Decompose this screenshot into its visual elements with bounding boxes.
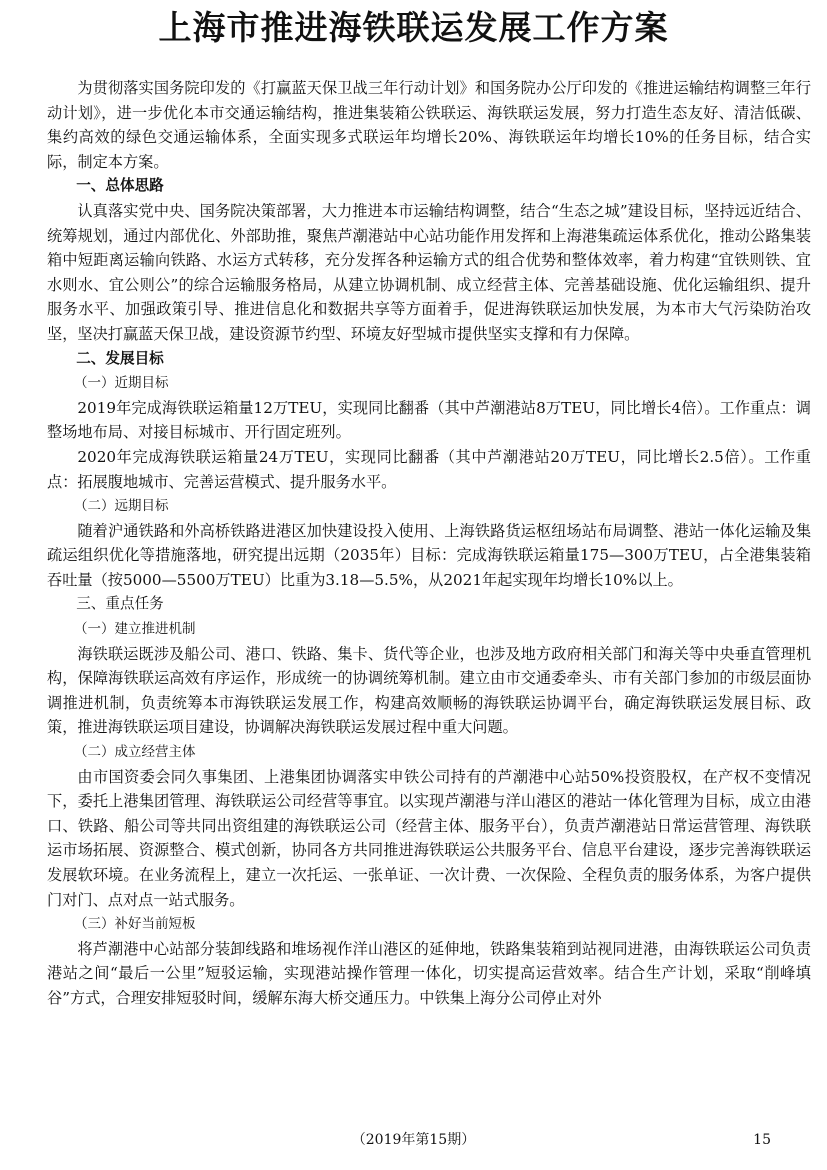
section-heading-goals: 二、发展目标 [76, 349, 164, 367]
issue-label: （2019年第15期） [351, 1132, 476, 1148]
page-footer [0, 1128, 827, 1152]
page-number: 15 [753, 1132, 771, 1148]
mechanism-paragraph: 海铁联运既涉及船公司、港口、铁路、集卡、货代等企业，也涉及地方政府相关部门和海关等中央垂直管理机构，保障海铁联运高效有序运作，形成统一的协调统筹机制。建立由市交通委牵头、市有关部门参加的市级层面协调推进机制，负责统筹本市海铁联运发展工作，构建高效顺畅的海铁联运协调平台，确定海铁联运发展目标、政策，推进海铁联运项目建设，协调解决海铁联运发展过程中重大问题。 [47, 644, 811, 737]
subheading-shortcomings: （三）补好当前短板 [74, 916, 196, 933]
subheading-long-term: （二）远期目标 [74, 498, 169, 515]
long-term-paragraph: 随着沪通铁路和外高桥铁路进港区加快建设投入使用、上海铁路货运枢纽场站布局调整、港站一体化运输及集疏运组织优化等措施落地，研究提出远期（2035年）目标：完成海铁联运箱量175—300万TEU，占全港集装箱吞吐量（按5000—5500万TEU）比重为3.18—5.5%，从2021年起实现年均增长10%以上。 [47, 521, 811, 589]
shortcomings-paragraph: 将芦潮港中心站部分装卸线路和堆场视作洋山港区的延伸地，铁路集装箱到站视同进港，由海铁联运公司负责港站之间“最后一公里”短驳运输，实现港站操作管理一体化，切实提高运营效率。结合生产计划，采取“削峰填谷”方式，合理安排短驳时间，缓解东海大桥交通压力。中铁集上海分公司停止对外 [47, 939, 811, 1007]
document-body [47, 76, 811, 1011]
document-title: 上海市推进海铁联运发展工作方案 [158, 8, 669, 47]
intro-paragraph: 为贯彻落实国务院印发的《打赢蓝天保卫战三年行动计划》和国务院办公厅印发的《推进运输结构调整三年行动计划》，进一步优化本市交通运输结构，推进集装箱公铁联运、海铁联运发展，努力打造生态友好、清洁低碳、集约高效的绿色交通运输体系，全面实现多式联运年均增长20%、海铁联运年均增长10%的任务目标，结合实际，制定本方案。 [47, 79, 811, 171]
goal-2019-paragraph: 2019年完成海铁联运箱量12万TEU，实现同比翻番（其中芦潮港站8万TEU，同比增长4倍）。工作重点：调整场地布局、对接目标城市、开行固定班列。 [47, 398, 811, 442]
operator-paragraph: 由市国资委会同久事集团、上港集团协调落实申铁公司持有的芦潮港中心站50%投资股权，在产权不变情况下，委托上港集团管理、海铁联运公司经营等事宜。以实现芦潮港与洋山港区的港站一体化管理为目标，成立由港口、铁路、船公司等共同出资组建的海铁联运公司（经营主体、服务平台），负责芦潮港站日常运营管理、海铁联运市场拓展、资源整合、模式创新，协同各方共同推进海铁联运公共服务平台、信息平台建设，逐步完善海铁联运发展软环境。在业务流程上，建立一次托运、一张单证、一次计费、一次保险、全程负责的服务体系，为客户提供门对门、点对点一站式服务。 [47, 767, 811, 909]
subheading-mechanism: （一）建立推进机制 [74, 621, 196, 638]
overall-paragraph: 认真落实党中央、国务院决策部署，大力推进本市运输结构调整，结合“生态之城”建设目标，坚持远近结合、统筹规划，通过内部优化、外部助推，聚焦芦潮港站中心站功能作用发挥和上海港集疏运体系优化，推动公路集装箱中短距离运输向铁路、水运方式转移，充分发挥各种运输方式的组合优势和整体效率，着力构建“宜铁则铁、宜水则水、宜公则公”的综合运输服务格局，从建立协调机制、成立经营主体、完善基础设施、优化运输组织、提升服务水平、加强政策引导、推进信息化和数据共享等方面着手，促进海铁联运加快发展，为本市大气污染防治攻坚，坚决打赢蓝天保卫战，建设资源节约型、环境友好型城市提供坚实支撑和有力保障。 [47, 201, 811, 343]
goal-2020-paragraph: 2020年完成海铁联运箱量24万TEU，实现同比翻番（其中芦潮港站20万TEU，同比增长2.5倍）。工作重点：拓展腹地城市、完善运营模式、提升服务水平。 [47, 447, 811, 491]
section-heading-overall: 一、总体思路 [76, 177, 164, 195]
subheading-operator: （二）成立经营主体 [74, 744, 196, 761]
section-heading-tasks: 三、重点任务 [76, 595, 164, 613]
subheading-short-term: （一）近期目标 [74, 375, 169, 392]
